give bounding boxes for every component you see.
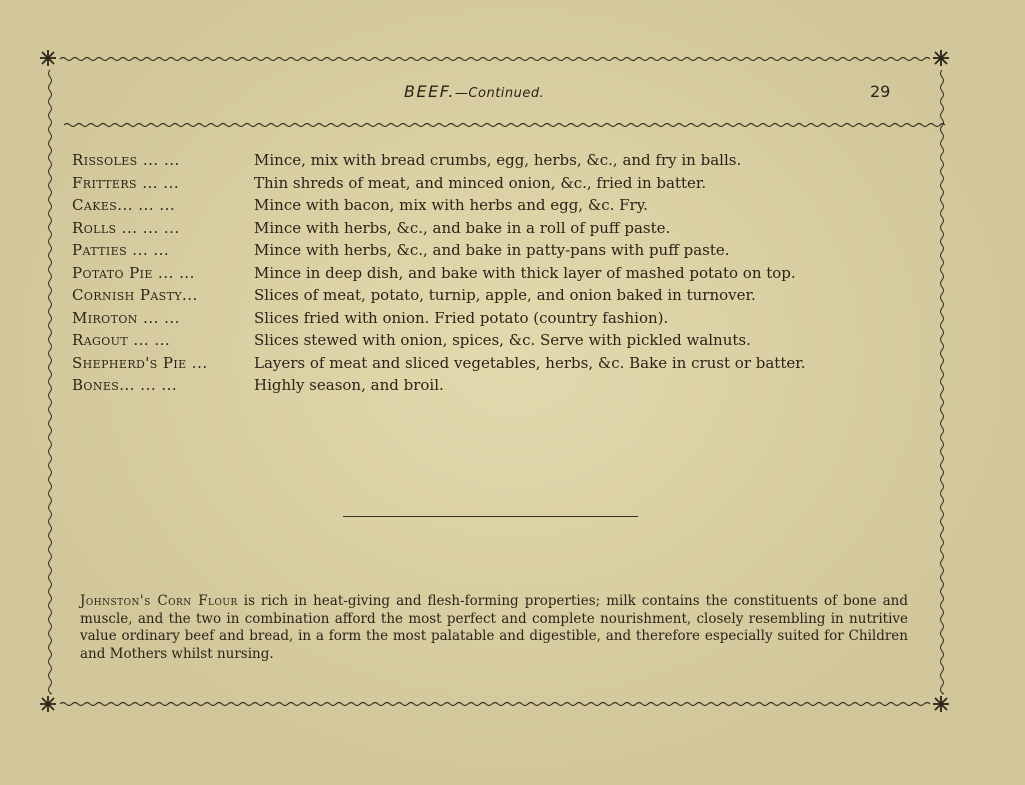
entry-name-text: Shepherd's Pie: [72, 353, 187, 372]
list-item: [72, 284, 932, 307]
entry-name: [72, 149, 254, 172]
entry-name-text: Potato Pie: [72, 263, 153, 282]
entry-name-text: Ragout: [72, 331, 129, 349]
entry-dots: ... ... ...: [116, 218, 180, 237]
entry-description: Mince, mix with bread crumbs, egg, herbs, &c., and fry in balls.: [254, 151, 742, 169]
entry-dots: ... ...: [127, 241, 170, 259]
entry-name: [72, 329, 254, 352]
corner-ornament-top-left-icon: [40, 50, 56, 66]
list-item: [72, 217, 932, 240]
entry-description: Thin shreds of meat, and minced onion, &c., fried in batter.: [254, 173, 707, 192]
entry-name: [72, 217, 254, 240]
entry-name-text: Rissoles: [72, 151, 138, 169]
note-lead: Johnston's Corn Flour: [80, 593, 238, 609]
entry-description: Slices of meat, potato, turnip, apple, and onion baked in turnover.: [254, 286, 756, 304]
entry-name-text: Rolls: [72, 218, 117, 237]
running-header: [0, 82, 1025, 106]
note-text: is rich in heat-giving and flesh-forming properties; milk contains the constituents of bone and muscle, and the two in combination afford the most perfect and complete nourishment, closely resembling in nutritive value ordinary beef and bread, in a form the most palatable and digestible, and therefore especially suited for Children and Mothers whilst nursing.: [80, 593, 908, 662]
entry-name: [72, 262, 254, 285]
entry-description: Slices stewed with onion, spices, &c. Serve with pickled walnuts.: [254, 331, 751, 349]
entry-name: [72, 374, 254, 397]
entry-dots: ...: [186, 353, 208, 372]
entry-name-text: Miroton: [72, 308, 138, 327]
list-item: [72, 307, 932, 330]
entry-name: [72, 194, 254, 217]
list-item: [72, 194, 932, 217]
list-item: [72, 329, 932, 352]
wave-border-left: [49, 70, 52, 694]
page-number: 29: [870, 82, 891, 101]
entry-dots: ... ... ...: [119, 376, 178, 394]
header-title: BEEF.—Continued.: [404, 82, 545, 101]
list-item: [72, 172, 932, 195]
entry-list: [72, 149, 932, 397]
entry-description: Layers of meat and sliced vegetables, herbs, &c. Bake in crust or batter.: [254, 353, 806, 372]
list-item: [72, 374, 932, 397]
entry-dots: ... ...: [137, 151, 180, 169]
entry-dots: ... ...: [152, 263, 195, 282]
wave-border-right: [941, 70, 944, 694]
entry-name-text: Cakes: [72, 196, 118, 214]
wave-border-bottom: [60, 703, 930, 706]
advertisement-note: [80, 593, 908, 663]
wave-border-header: [64, 124, 945, 127]
entry-dots: ... ...: [137, 308, 180, 327]
entry-dots: ... ...: [128, 331, 171, 349]
entry-dots: ... ...: [136, 173, 180, 192]
entry-name: [72, 352, 254, 375]
list-item: [72, 262, 932, 285]
entry-name-text: Cornish Pasty: [72, 286, 183, 304]
corner-ornament-bottom-right-icon: [933, 696, 949, 712]
list-item: [72, 149, 932, 172]
entry-description: Highly season, and broil.: [254, 376, 444, 394]
entry-description: Mince with bacon, mix with herbs and egg, &c. Fry.: [254, 196, 648, 214]
entry-name: [72, 239, 254, 262]
entry-name: [72, 284, 254, 307]
list-item: [72, 239, 932, 262]
wave-border-top: [60, 58, 930, 61]
list-item: [72, 352, 932, 375]
entry-description: Mince in deep dish, and bake with thick layer of mashed potato on top.: [254, 263, 796, 282]
entry-name-text: Patties: [72, 241, 128, 259]
entry-name: [72, 172, 254, 195]
header-continued: —Continued.: [454, 86, 545, 101]
entry-name-text: Bones: [72, 376, 120, 394]
entry-description: Mince with herbs, &c., and bake in a roll of puff paste.: [254, 218, 671, 237]
entry-dots: ... ... ...: [117, 196, 176, 214]
entry-description: Slices fried with onion. Fried potato (country fashion).: [254, 308, 669, 327]
entry-name: [72, 307, 254, 330]
entry-dots: ...: [182, 286, 198, 304]
section-divider: [343, 516, 638, 517]
entry-description: Mince with herbs, &c., and bake in patty-pans with puff paste.: [254, 241, 730, 259]
entry-name-text: Fritters: [72, 173, 137, 192]
corner-ornament-top-right-icon: [933, 50, 949, 66]
corner-ornament-bottom-left-icon: [40, 696, 56, 712]
